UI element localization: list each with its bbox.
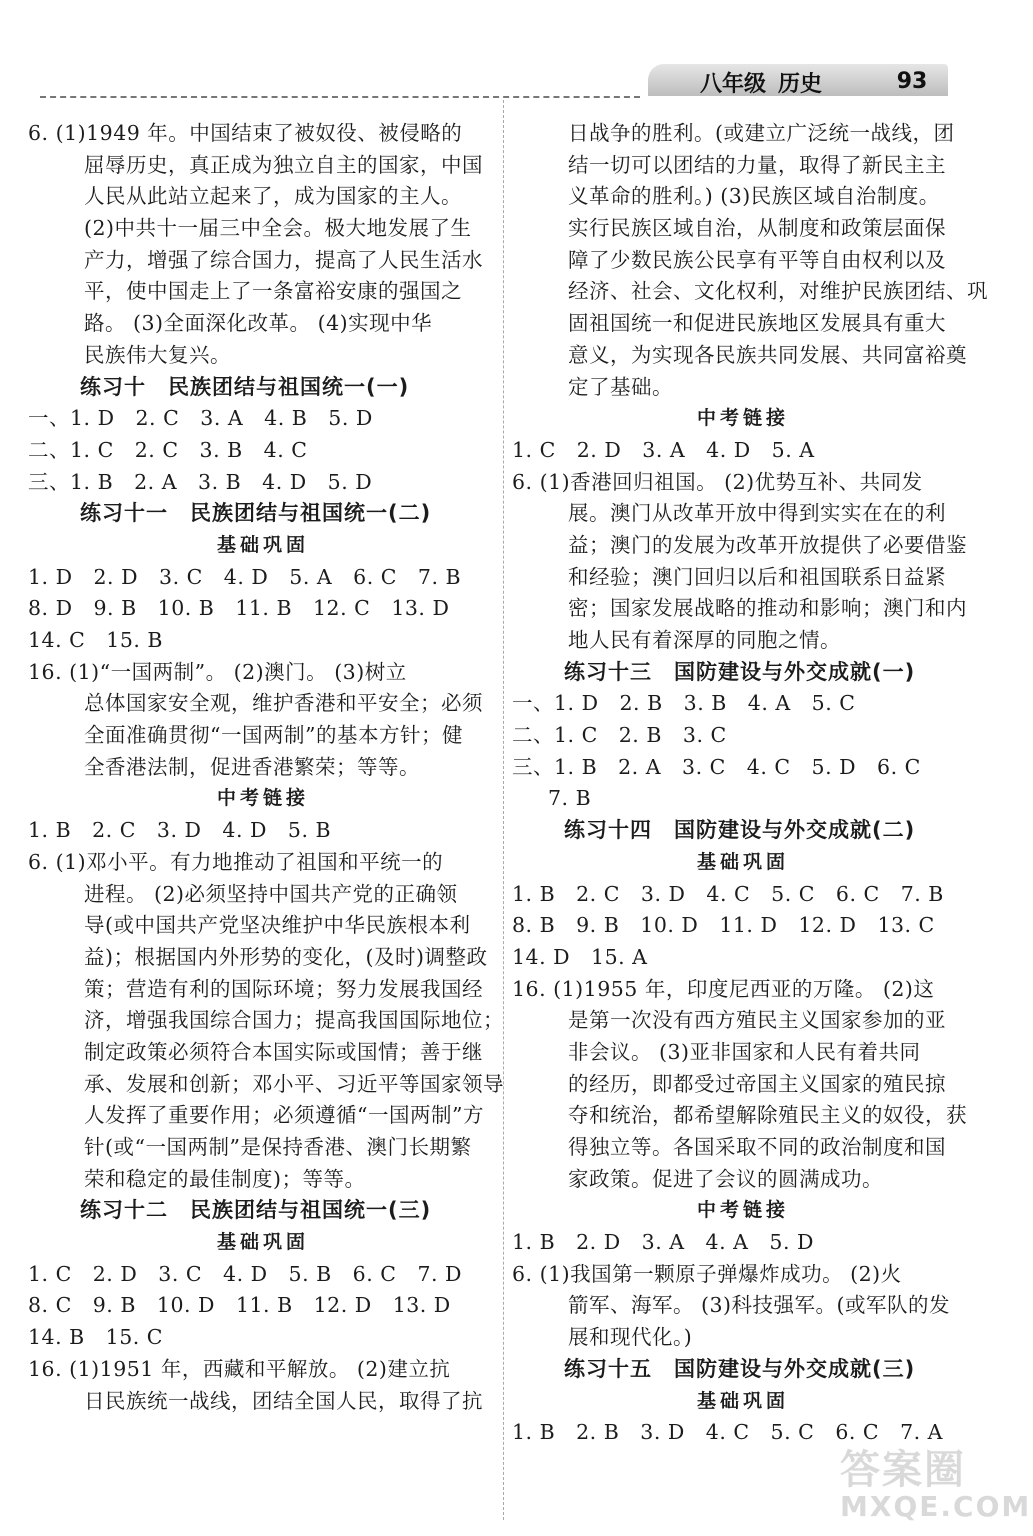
answer-line: 14. B 15. C: [28, 1325, 163, 1350]
answer-line: 人民从此站立起来了，成为国家的主人。: [84, 184, 462, 209]
left-column: [28, 118, 504, 1417]
answer-line: 7. B: [548, 786, 592, 811]
answer-line: 义革命的胜利。) (3)民族区域自治制度。: [568, 184, 940, 209]
answer-line: 总体国家安全观，维护香港和平安全；必须: [84, 691, 483, 716]
answer-line: 展。澳门从改革开放中得到实实在在的利: [568, 501, 946, 526]
answer-line: 1. B 2. C 3. D 4. C 5. C 6. C 7. B: [512, 881, 944, 906]
answer-line: 和经验；澳门回归以后和祖国联系日益紧: [568, 564, 946, 589]
answer-line: 14. D 15. A: [512, 944, 648, 969]
answer-line: 1. C 2. D 3. C 4. D 5. B 6. C 7. D: [28, 1261, 462, 1286]
answer-line: 16. (1)“一国两制”。 (2)澳门。 (3)树立: [28, 659, 407, 684]
answer-line: 益；澳门的发展为改革开放提供了必要借鉴: [568, 532, 967, 557]
answer-line: (2)中共十一届三中全会。极大地发展了生: [84, 216, 472, 241]
answer-line: 6. (1)香港回归祖国。 (2)优势互补、共同发: [512, 469, 923, 494]
answer-line: 障了少数民族公民享有平等自由权利以及: [568, 247, 946, 272]
watermark-url: MXQE.COM: [840, 1490, 1032, 1523]
answer-line: 1. B 2. C 3. D 4. D 5. B: [28, 818, 332, 843]
grade-label: 八年级: [700, 71, 767, 97]
answer-line: 8. C 9. B 10. D 11. B 12. D 13. D: [28, 1293, 451, 1318]
answer-line: 定了基础。: [568, 374, 673, 399]
exercise-title: 练习十五 国防建设与外交成就(三): [564, 1356, 916, 1381]
answer-line: 1. B 2. B 3. D 4. C 5. C 6. C 7. A: [512, 1420, 943, 1445]
answer-line: 1. D 2. D 3. C 4. D 5. A 6. C 7. B: [28, 564, 462, 589]
answer-line: 全香港法制，促进香港繁荣；等等。: [84, 754, 420, 779]
answer-line: 平，使中国走上了一条富裕安康的强国之: [84, 279, 462, 304]
answer-line: 16. (1)1951 年，西藏和平解放。 (2)建立抗: [28, 1356, 451, 1381]
right-column: [512, 118, 988, 1449]
exercise-title: 练习十 民族团结与祖国统一(一): [80, 374, 410, 399]
answer-line: 6. (1)1949 年。中国结束了被奴役、被侵略的: [28, 121, 463, 145]
exercise-title: 练习十二 民族团结与祖国统一(三): [80, 1198, 432, 1223]
answer-line: 8. B 9. B 10. D 11. D 12. D 13. C: [512, 913, 935, 938]
answer-line: 路。 (3)全面深化改革。 (4)实现中华: [84, 311, 433, 336]
answer-line: 14. C 15. B: [28, 628, 163, 652]
answer-line: 夺和统治，都希望解除殖民主义的奴役，获: [568, 1103, 967, 1128]
answer-line: 益)；根据国内外形势的变化，(及时)调整政: [84, 944, 488, 969]
watermark-logo: [840, 1447, 1032, 1528]
answer-line: 得独立等。各国采取不同的政治制度和国: [568, 1135, 946, 1159]
answer-line: 1. B 2. D 3. A 4. A 5. D: [512, 1230, 814, 1255]
answer-line: 经济、社会、文化权利，对维护民族团结、巩: [568, 279, 988, 304]
answer-line: 是第一次没有西方殖民主义国家参加的亚: [568, 1008, 946, 1033]
answer-line: 的经历，即都受过帝国主义国家的殖民掠: [568, 1071, 946, 1096]
answer-line: 制定政策必须符合本国实际或国情；善于继: [84, 1039, 483, 1064]
answer-line: 三、1. B 2. A 3. C 4. C 5. D 6. C: [512, 754, 921, 779]
header-rule: [40, 96, 640, 98]
answer-line: 家政策。促进了会议的圆满成功。: [568, 1166, 883, 1191]
page-number: 93: [896, 68, 928, 94]
section-subheading: 基础巩固: [216, 533, 309, 556]
answer-line: 进程。 (2)必须坚持中国共产党的正确领: [84, 881, 458, 906]
header-subject: [700, 68, 860, 96]
answer-line: 实行民族区域自治，从制度和政策层面保: [568, 216, 946, 241]
answer-line: 荣和稳定的最佳制度)；等等。: [84, 1166, 366, 1191]
answer-line: 二、1. C 2. B 3. C: [512, 723, 727, 748]
answer-line: 8. D 9. B 10. B 11. B 12. C 13. D: [28, 596, 450, 621]
answer-line: 展和现代化。): [568, 1325, 693, 1350]
answer-line: 针(或“一国两制”是保持香港、澳门长期繁: [84, 1135, 472, 1159]
answer-line: 结一切可以团结的力量，取得了新民主主: [568, 152, 946, 177]
answer-line: 日民族统一战线，团结全国人民，取得了抗: [84, 1388, 483, 1413]
answer-line: 民族伟大复兴。: [84, 342, 231, 367]
answer-line: 一、1. D 2. B 3. B 4. A 5. C: [512, 691, 856, 716]
answer-line: 一、1. D 2. C 3. A 4. B 5. D: [28, 406, 373, 431]
exercise-title: 练习十三 国防建设与外交成就(一): [564, 659, 916, 684]
answer-line: 密；国家发展战略的推动和影响；澳门和内: [568, 596, 967, 621]
section-subheading: 中考链接: [696, 1199, 789, 1222]
subject-label: 历史: [778, 71, 823, 97]
answer-line: 策；营造有利的国际环境；努力发展我国经: [84, 976, 483, 1001]
exercise-title: 练习十四 国防建设与外交成就(二): [564, 818, 916, 843]
answer-line: 人发挥了重要作用；必须遵循“一国两制”方: [84, 1103, 484, 1128]
section-subheading: 基础巩固: [696, 1389, 789, 1412]
exercise-title: 练习十一 民族团结与祖国统一(二): [80, 501, 432, 526]
section-subheading: 中考链接: [216, 787, 309, 810]
answer-line: 6. (1)邓小平。有力地推动了祖国和平统一的: [28, 849, 444, 874]
answer-line: 1. C 2. D 3. A 4. D 5. A: [512, 437, 815, 462]
answer-line: 承、发展和创新；邓小平、习近平等国家领导: [84, 1071, 504, 1096]
answer-line: 非会议。 (3)亚非国家和人民有着共同: [568, 1039, 921, 1064]
answer-line: 意义，为实现各民族共同发展、共同富裕奠: [568, 342, 967, 367]
section-subheading: 基础巩固: [216, 1231, 309, 1254]
answer-line: 16. (1)1955 年，印度尼西亚的万隆。 (2)这: [512, 976, 935, 1001]
answer-line: 二、1. C 2. C 3. B 4. C: [28, 437, 308, 462]
answer-line: 产力，增强了综合国力，提高了人民生活水: [84, 247, 483, 272]
answer-line: 导(或中国共产党坚决维护中华民族根本利: [84, 913, 471, 938]
answer-line: 6. (1)我国第一颗原子弹爆炸成功。 (2)火: [512, 1261, 902, 1286]
answer-line: 地人民有着深厚的同胞之情。: [568, 628, 841, 652]
answer-line: 济，增强我国综合国力；提高我国国际地位；: [84, 1008, 504, 1033]
answer-line: 日战争的胜利。(或建立广泛统一战线，团: [568, 121, 955, 145]
answer-line: 全面准确贯彻“一国两制”的基本方针；健: [84, 723, 463, 748]
section-subheading: 基础巩固: [696, 850, 789, 873]
column-divider: [503, 100, 504, 1520]
section-subheading: 中考链接: [696, 407, 789, 430]
answer-line: 固祖国统一和促进民族地区发展具有重大: [568, 311, 946, 336]
answer-line: 屈辱历史，真正成为独立自主的国家，中国: [84, 152, 483, 177]
answer-line: 箭军、海军。 (3)科技强军。(或军队的发: [568, 1293, 951, 1318]
watermark-text: 答案圈: [840, 1447, 966, 1493]
answer-line: 三、1. B 2. A 3. B 4. D 5. D: [28, 469, 373, 494]
